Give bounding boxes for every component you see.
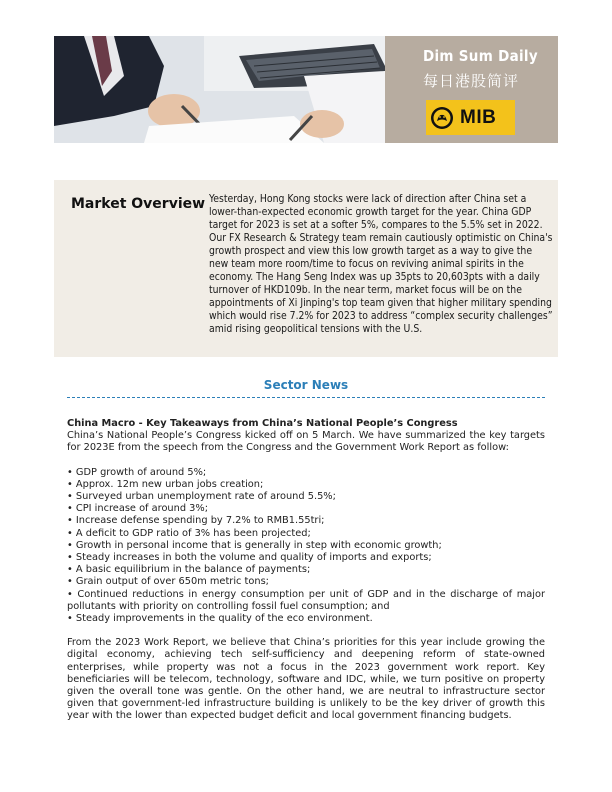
list-item: • CPI increase of around 3%; — [67, 503, 545, 515]
list-item: • Increase defense spending by 7.2% to RMB1.55tri; — [67, 515, 545, 527]
dashed-divider — [67, 397, 545, 398]
article-intro: China’s National People’s Congress kicked off on 5 March. We have summarized the key targets for 2023E from the speech from the Congress and the Government Work Report as follow: — [67, 430, 545, 454]
market-overview-box — [54, 180, 558, 357]
logo-text: MIB — [460, 106, 497, 128]
brand-title-chinese: 每日港股简评 — [423, 72, 520, 90]
sector-news-content — [67, 418, 545, 723]
list-item: • Growth in personal income that is generally in step with economic growth; — [67, 540, 545, 552]
list-item: • Steady increases in both the volume and quality of imports and exports; — [67, 552, 545, 564]
meeting-photo-illustration — [54, 36, 385, 143]
market-overview-title: Market Overview — [71, 196, 206, 212]
market-overview-body: Yesterday, Hong Kong stocks were lack of direction after China set a lower-than-expected economic growth target for the year. China GDP target for 2023 is set at a softer 5%, compares to the 5.5% set in 2022. Our FX Research & Strategy team remain cautiously optimistic on China's growth prospect and view this low growth target as a way to give the new team more room/time to focus on reviving animal spirits in the economy. The Hang Seng Index was up 35pts to 20,603pts with a daily turnover of HKD109b. In the near term, market focus will be on the appointments of Xi Jinping's top team given that higher military spending which would rise 7.2% for 2023 to address “complex security challenges” amid rising geopolitical tensions with the U.S. — [209, 193, 553, 335]
list-item: • Surveyed urban unemployment rate of around 5.5%; — [67, 491, 545, 503]
article-conclusion: From the 2023 Work Report, we believe that China’s priorities for this year include growing the digital economy, achieving tech self-sufficiency and deepening reform of state-owned enterprises, while property was not a focus in the 2023 government work report. Key beneficiaries will be telecom, technology, software and IDC, while, we turn positive on property given the overall tone was gentle. On the other hand, we are neutral to infrastructure sector given that government-led infrastructure building is unlikely to be the key driver of growth this year with the lower than expected budget deficit and local government financing budgets. — [67, 637, 545, 722]
mib-logo — [426, 100, 515, 135]
header-banner — [54, 36, 558, 143]
brand-title: Dim Sum Daily — [423, 47, 538, 65]
sector-news-title: Sector News — [263, 378, 349, 392]
key-targets-list — [67, 467, 545, 626]
list-item: • Steady improvements in the quality of the eco environment. — [67, 613, 545, 625]
article-heading: China Macro - Key Takeaways from China’s National People’s Congress — [67, 418, 458, 429]
list-item: • Approx. 12m new urban jobs creation; — [67, 479, 545, 491]
list-item: • GDP growth of around 5%; — [67, 467, 545, 479]
business-meeting-photo — [54, 36, 385, 143]
list-item: • Grain output of over 650m metric tons; — [67, 576, 545, 588]
list-item: • Continued reductions in energy consumption per unit of GDP and in the discharge of major pollutants with priority on controlling fossil fuel consumption; and — [67, 589, 545, 613]
brand-panel — [385, 36, 558, 143]
tiger-seal-icon — [430, 106, 454, 130]
list-item: • A deficit to GDP ratio of 3% has been projected; — [67, 528, 545, 540]
list-item: • A basic equilibrium in the balance of payments; — [67, 564, 545, 576]
